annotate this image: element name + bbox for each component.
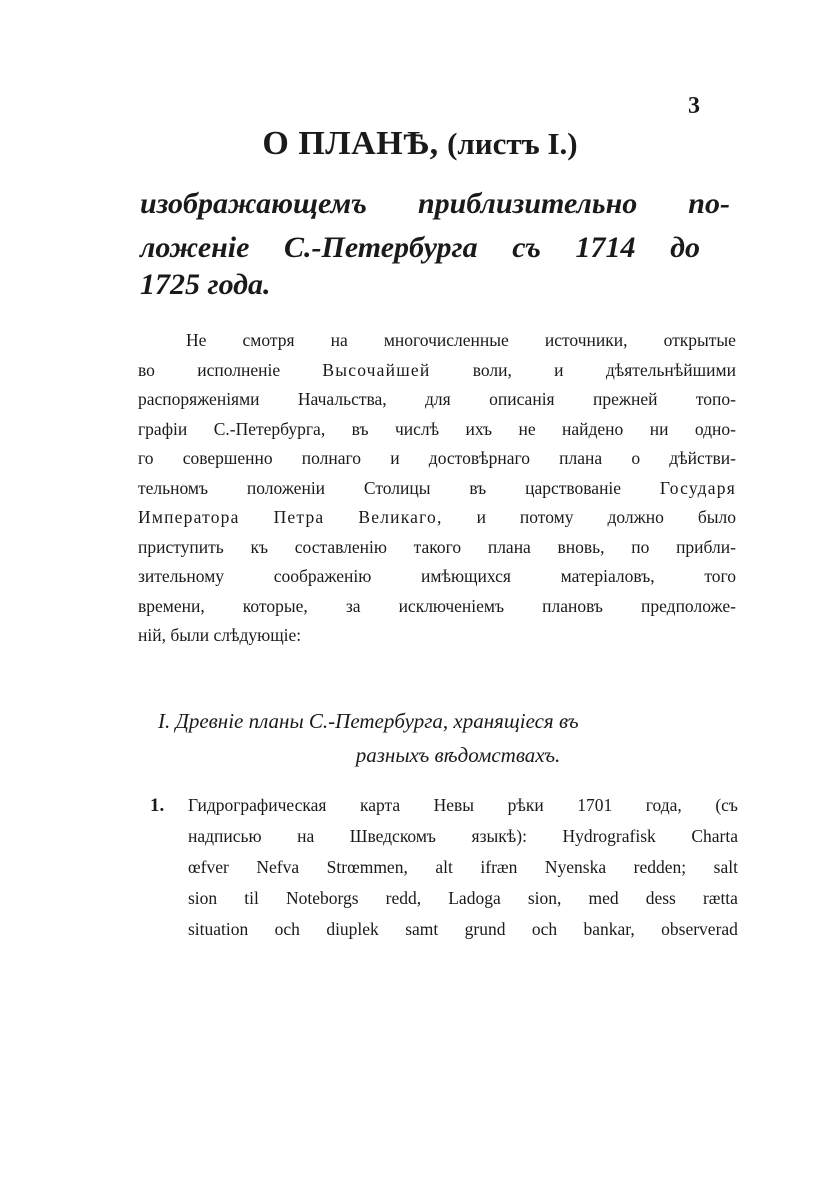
word: за — [345, 595, 361, 616]
word: предположе- — [641, 595, 736, 616]
word: и — [554, 359, 564, 380]
word: въ — [469, 477, 487, 498]
word: Императора — [138, 507, 240, 527]
section-heading — [158, 704, 718, 772]
word: описанія — [489, 389, 555, 409]
word: sion, — [527, 888, 562, 908]
word: распоряженіями — [138, 389, 260, 409]
word: исключеніемъ — [398, 595, 505, 616]
word: (съ — [715, 795, 738, 815]
word: на — [330, 330, 348, 350]
word: одно- — [694, 418, 736, 439]
word: найдено — [562, 418, 624, 439]
word: по- — [688, 187, 730, 220]
word: по — [631, 536, 650, 557]
word: grund — [464, 919, 506, 939]
word: Начальства, — [297, 389, 387, 409]
body-line — [138, 533, 736, 563]
item-line — [188, 790, 738, 821]
word: графіи — [138, 418, 188, 439]
word: полнаго — [301, 448, 362, 468]
word: многочисленные — [383, 330, 509, 350]
word: Великаго, — [358, 507, 443, 527]
word: och — [531, 919, 558, 939]
page-title — [0, 124, 840, 164]
word: Nyenska — [544, 857, 607, 877]
word: 1714 — [575, 231, 636, 264]
body-paragraph — [138, 326, 736, 651]
word: плановъ — [542, 595, 603, 616]
word: открытые — [663, 330, 736, 350]
word: карта — [359, 795, 401, 815]
word: dess — [645, 888, 676, 908]
word: situation — [188, 919, 249, 939]
word: Charta — [691, 826, 738, 846]
word: Невы — [433, 795, 475, 815]
word: въ — [351, 418, 369, 439]
body-line — [138, 444, 736, 474]
word: зительному — [138, 566, 225, 586]
word: надписью — [188, 826, 262, 846]
word: Шведскомъ — [349, 826, 436, 846]
word: имѣющихся — [421, 566, 511, 586]
word: царствованіе — [525, 477, 622, 498]
body-line — [138, 326, 736, 356]
body-line — [138, 592, 736, 622]
word: положеніи — [246, 477, 326, 498]
word: Strœmmen, — [326, 857, 408, 877]
word: samt — [405, 919, 439, 939]
word: С.-Петербурга — [284, 231, 478, 264]
word: observerad — [661, 919, 738, 939]
section-heading-row: I. Древніе планы С.-Петербурга, хранящіеся въ — [158, 709, 579, 733]
word: составленію — [294, 536, 387, 557]
body-line — [138, 474, 736, 504]
title-main: О ПЛАНѢ, — [262, 125, 439, 162]
word: было — [697, 507, 736, 527]
body-line — [138, 562, 736, 592]
word: приступить — [138, 536, 224, 557]
word: прежней — [592, 389, 658, 409]
word: топо- — [695, 389, 736, 409]
body-line — [138, 356, 736, 386]
word: med — [588, 888, 619, 908]
word: плана — [487, 536, 531, 557]
word: съ — [512, 231, 541, 264]
word: до — [670, 231, 700, 264]
item-line — [188, 914, 738, 945]
body-line — [138, 415, 736, 445]
word: diuplek — [326, 919, 379, 939]
word: того — [704, 566, 736, 586]
word: языкѣ): — [471, 826, 527, 846]
word: С.-Петербурга, — [213, 418, 326, 439]
item-line — [188, 821, 738, 852]
word: плана — [559, 448, 603, 468]
word: такого — [413, 536, 462, 557]
word: матеріаловъ, — [560, 566, 655, 586]
word: прибли- — [676, 536, 736, 557]
word: и — [390, 448, 400, 468]
subtitle-line-3: 1725 года. — [140, 268, 271, 301]
word: œfver — [188, 857, 229, 877]
word: тельномъ — [138, 477, 209, 498]
word: совершенно — [182, 448, 273, 468]
word: Noteborgs — [285, 888, 359, 908]
body-line: ній, были слѣдующіе: — [138, 625, 302, 645]
word: потому — [519, 507, 574, 527]
word: Nefva — [256, 857, 300, 877]
word: Столицы — [363, 477, 431, 498]
word: Петра — [273, 507, 325, 527]
word: ifræn — [480, 857, 518, 877]
page-number: 3 — [688, 93, 700, 119]
word: времени, — [138, 595, 205, 616]
word: рѣки — [507, 795, 544, 815]
item-line — [188, 852, 738, 883]
word: til — [244, 888, 259, 908]
word: соображенію — [273, 566, 372, 586]
word: дѣятельнѣйшими — [605, 359, 736, 380]
word: Hydrografisk — [562, 826, 656, 846]
word: salt — [713, 857, 738, 877]
word: изображающемъ — [140, 187, 367, 220]
word: смотря — [242, 330, 295, 350]
word: числѣ — [394, 418, 440, 439]
word: och — [274, 919, 300, 939]
word: ложеніе — [140, 231, 250, 264]
word: sion — [188, 888, 218, 908]
word: къ — [250, 536, 269, 557]
word: во — [138, 359, 155, 380]
word: Ladoga — [448, 888, 501, 908]
body-line — [138, 385, 736, 415]
body-line — [138, 503, 736, 533]
word: Гидрографическая — [188, 795, 327, 815]
word: которые, — [242, 595, 308, 616]
word: го — [138, 448, 154, 468]
word: Высочайшей — [322, 359, 431, 380]
word: 1701 — [577, 795, 613, 815]
word: redd, — [385, 888, 422, 908]
word: rætta — [702, 888, 738, 908]
word: достовѣрнаго — [428, 448, 530, 468]
subtitle-line-1 — [140, 182, 730, 226]
word: ни — [649, 418, 669, 439]
list-item-text — [188, 790, 738, 945]
word: года, — [645, 795, 682, 815]
word: alt — [435, 857, 453, 877]
word: дѣйстви- — [669, 448, 736, 468]
word: исполненіе — [197, 359, 281, 380]
word: должно — [607, 507, 664, 527]
item-line — [188, 883, 738, 914]
word: и — [476, 507, 486, 527]
word: на — [297, 826, 315, 846]
word: источники, — [544, 330, 628, 350]
word: для — [425, 389, 451, 409]
word: воли, — [472, 359, 512, 380]
word: о — [631, 448, 641, 468]
title-sheet: (листъ I.) — [447, 126, 578, 161]
word: ихъ — [465, 418, 493, 439]
word: вновь, — [557, 536, 605, 557]
word: Не — [186, 330, 207, 350]
word: Государя — [659, 477, 736, 498]
word: не — [518, 418, 536, 439]
word: приблизительно — [417, 187, 638, 220]
word: redden; — [633, 857, 687, 877]
word: bankar, — [583, 919, 635, 939]
list-item-number: 1. — [150, 795, 165, 816]
section-heading-row: разныхъ вѣдомствахъ. — [355, 743, 561, 767]
